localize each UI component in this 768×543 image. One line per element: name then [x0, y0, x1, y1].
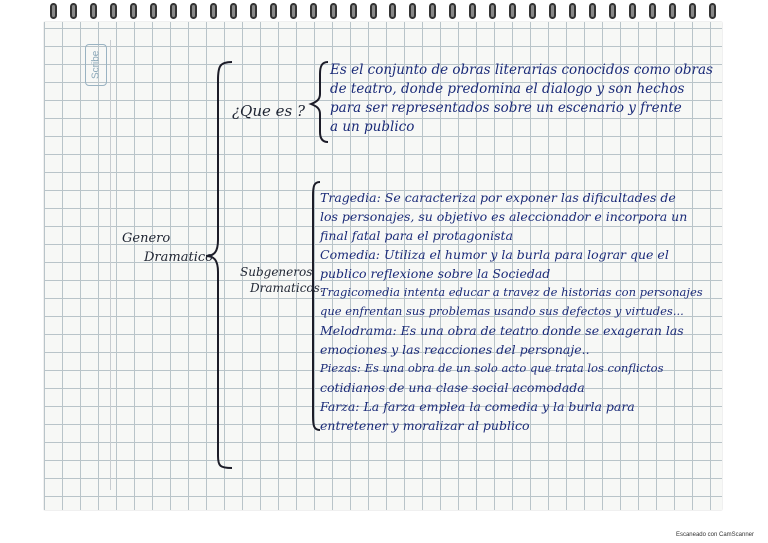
subgenre-line: final fatal para el protagonista [320, 228, 514, 243]
main-topic-line1: Genero [122, 231, 171, 246]
definition-line: Es el conjunto de obras literarias conocidos como obras [330, 62, 713, 78]
subgenre-line: Comedia: Utiliza el humor y la burla para lograr que el [320, 247, 669, 262]
spiral-binding [44, 0, 722, 22]
subgenre-line: Tragedia: Se caracteriza por exponer las dificultades de [320, 190, 676, 205]
main-topic-line2: Dramatico [144, 250, 213, 265]
definition-text [330, 64, 713, 140]
subgenre-line: Melodrama: Es una obra de teatro donde se exageran las [320, 323, 684, 338]
main-topic-label [122, 232, 213, 264]
scanner-watermark: Escaneado con CamScanner [675, 532, 754, 538]
subgenre-line: emociones y las reacciones del personaje.. [320, 342, 590, 357]
subgenre-line: cotidianos de una clase social acomodada [320, 380, 585, 395]
subgenre-line: publico reflexione sobre la Sociedad [320, 266, 551, 281]
subgenres-label [240, 266, 324, 294]
subgenre-line: que enfrentan sus problemas usando sus defectos y virtudes... [320, 304, 684, 318]
definition-brace [308, 60, 332, 144]
page-margin [82, 40, 111, 490]
subgenre-line: los personajes, su objetivo es aleccionador e incorpora un [320, 209, 688, 224]
definition-line: a un publico [330, 119, 415, 135]
main-brace [202, 60, 236, 472]
subgenre-line: Farza: La farza emplea la comedia y la burla para [320, 399, 635, 414]
subgenres-text [320, 192, 703, 439]
notebook-brand-logo: Scribe [85, 44, 107, 86]
subgenres-label-line2: Dramaticos. [250, 281, 324, 295]
subgenre-line: Piezas: Es una obra de un solo acto que trata los conflictos [320, 361, 664, 375]
subgenres-label-line1: Subgeneros [240, 265, 313, 279]
definition-line: de teatro, donde predomina el dialogo y son hechos [330, 81, 685, 97]
subgenre-line: Tragicomedia intenta educar a travez de historias con personajes [320, 285, 703, 299]
question-label: ¿Que es ? [232, 102, 306, 120]
definition-line: para ser representados sobre un escenario y frente [330, 100, 682, 116]
subgenre-line: entretener y moralizar al publico [320, 418, 530, 433]
